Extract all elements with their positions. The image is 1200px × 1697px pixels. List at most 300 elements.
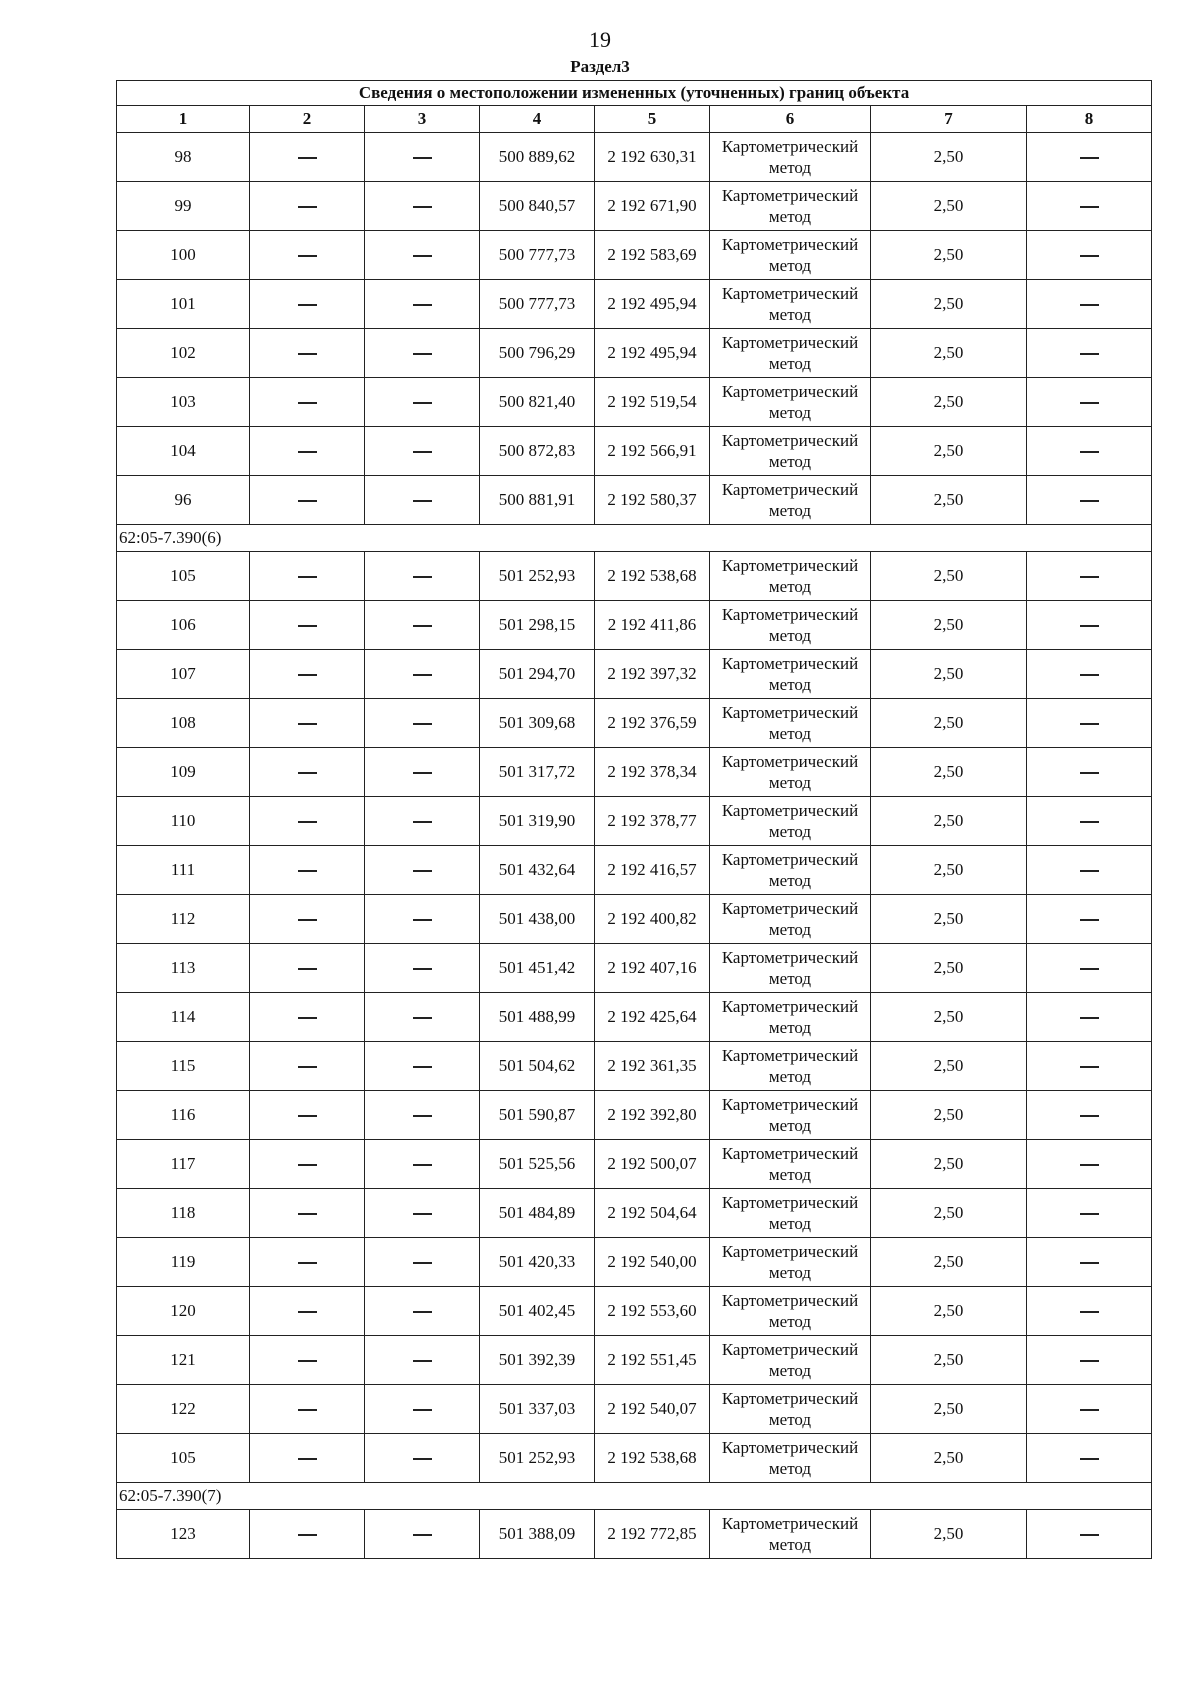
dash-mark [1080, 1115, 1099, 1116]
table-cell: Картометрический метод [710, 895, 871, 944]
dash-mark [1080, 821, 1099, 822]
table-row [117, 1287, 1152, 1336]
column-header: 5 [595, 106, 710, 133]
table-cell: Картометрический метод [710, 231, 871, 280]
table-cell: 2,50 [871, 1091, 1027, 1140]
empty-dash-cell [250, 427, 365, 476]
empty-dash-cell [250, 1189, 365, 1238]
dash-mark [298, 1164, 317, 1165]
table-cell: 122 [117, 1385, 250, 1434]
table-cell: 98 [117, 133, 250, 182]
dash-mark [1080, 1213, 1099, 1214]
dash-mark [413, 1066, 432, 1067]
empty-dash-cell [365, 476, 480, 525]
table-cell: 2 192 519,54 [595, 378, 710, 427]
dash-mark [413, 402, 432, 403]
table-row [117, 552, 1152, 601]
table-cell: 2,50 [871, 797, 1027, 846]
dash-mark [298, 353, 317, 354]
empty-dash-cell [250, 650, 365, 699]
empty-dash-cell [1027, 1042, 1152, 1091]
table-cell: 2,50 [871, 476, 1027, 525]
table-cell: 500 777,73 [480, 280, 595, 329]
table-cell: Картометрический метод [710, 329, 871, 378]
empty-dash-cell [1027, 1091, 1152, 1140]
table-cell: 106 [117, 601, 250, 650]
table-cell: 501 488,99 [480, 993, 595, 1042]
empty-dash-cell [1027, 993, 1152, 1042]
column-header: 4 [480, 106, 595, 133]
empty-dash-cell [1027, 699, 1152, 748]
table-row [117, 1042, 1152, 1091]
empty-dash-cell [1027, 552, 1152, 601]
table-cell: 501 294,70 [480, 650, 595, 699]
empty-dash-cell [365, 280, 480, 329]
empty-dash-cell [1027, 1189, 1152, 1238]
table-cell: 501 504,62 [480, 1042, 595, 1091]
table-row [117, 1238, 1152, 1287]
table-cell: 120 [117, 1287, 250, 1336]
table-row [117, 1140, 1152, 1189]
group-label: 62:05-7.390(6) [117, 525, 1152, 552]
dash-mark [298, 821, 317, 822]
table-row [117, 944, 1152, 993]
table-cell: 109 [117, 748, 250, 797]
table-cell: Картометрический метод [710, 797, 871, 846]
dash-mark [413, 255, 432, 256]
empty-dash-cell [365, 650, 480, 699]
table-cell: 96 [117, 476, 250, 525]
dash-mark [413, 674, 432, 675]
group-label: 62:05-7.390(7) [117, 1483, 1152, 1510]
table-cell: 114 [117, 993, 250, 1042]
dash-mark [413, 870, 432, 871]
table-cell: 2,50 [871, 944, 1027, 993]
dash-mark [1080, 1409, 1099, 1410]
table-cell: 2 192 378,77 [595, 797, 710, 846]
table-row [117, 650, 1152, 699]
dash-mark [1080, 206, 1099, 207]
table-cell: Картометрический метод [710, 993, 871, 1042]
table-cell: 2,50 [871, 993, 1027, 1042]
table-cell: 501 420,33 [480, 1238, 595, 1287]
column-header: 6 [710, 106, 871, 133]
dash-mark [298, 723, 317, 724]
table-cell: 501 525,56 [480, 1140, 595, 1189]
table-cell: 500 872,83 [480, 427, 595, 476]
table-cell: 115 [117, 1042, 250, 1091]
table-cell: 2,50 [871, 133, 1027, 182]
table-cell: 121 [117, 1336, 250, 1385]
empty-dash-cell [1027, 1238, 1152, 1287]
table-cell: Картометрический метод [710, 427, 871, 476]
empty-dash-cell [250, 699, 365, 748]
table-cell: Картометрический метод [710, 699, 871, 748]
dash-mark [413, 353, 432, 354]
empty-dash-cell [365, 1042, 480, 1091]
table-cell: 2 192 538,68 [595, 552, 710, 601]
dash-mark [298, 500, 317, 501]
table-cell: 501 337,03 [480, 1385, 595, 1434]
table-cell: 2 192 378,34 [595, 748, 710, 797]
table-row [117, 231, 1152, 280]
table-cell: Картометрический метод [710, 748, 871, 797]
dash-mark [413, 1115, 432, 1116]
table-row [117, 846, 1152, 895]
dash-mark [1080, 1458, 1099, 1459]
empty-dash-cell [365, 1287, 480, 1336]
dash-mark [298, 870, 317, 871]
table-cell: Картометрический метод [710, 378, 871, 427]
empty-dash-cell [365, 1091, 480, 1140]
empty-dash-cell [365, 427, 480, 476]
table-row [117, 329, 1152, 378]
empty-dash-cell [365, 1336, 480, 1385]
empty-dash-cell [365, 699, 480, 748]
empty-dash-cell [250, 280, 365, 329]
dash-mark [298, 1115, 317, 1116]
table-cell: 2,50 [871, 895, 1027, 944]
table-cell: 2,50 [871, 1287, 1027, 1336]
table-cell: 2,50 [871, 748, 1027, 797]
table-cell: 2 192 583,69 [595, 231, 710, 280]
dash-mark [413, 772, 432, 773]
table-cell: 501 402,45 [480, 1287, 595, 1336]
dash-mark [298, 1458, 317, 1459]
empty-dash-cell [365, 1189, 480, 1238]
empty-dash-cell [365, 748, 480, 797]
table-cell: 2,50 [871, 182, 1027, 231]
empty-dash-cell [365, 133, 480, 182]
empty-dash-cell [1027, 476, 1152, 525]
table-cell: 112 [117, 895, 250, 944]
dash-mark [298, 625, 317, 626]
table-cell: 501 438,00 [480, 895, 595, 944]
table-row [117, 1189, 1152, 1238]
dash-mark [298, 1534, 317, 1535]
dash-mark [413, 1213, 432, 1214]
empty-dash-cell [250, 1238, 365, 1287]
empty-dash-cell [250, 1510, 365, 1559]
dash-mark [1080, 255, 1099, 256]
dash-mark [413, 723, 432, 724]
table-cell: 2 192 566,91 [595, 427, 710, 476]
table-cell: 501 451,42 [480, 944, 595, 993]
table-row [117, 895, 1152, 944]
empty-dash-cell [1027, 1140, 1152, 1189]
dash-mark [298, 402, 317, 403]
empty-dash-cell [1027, 846, 1152, 895]
dash-mark [413, 1262, 432, 1263]
page-number: 19 [589, 27, 611, 52]
table-cell: 2 192 553,60 [595, 1287, 710, 1336]
dash-mark [298, 772, 317, 773]
empty-dash-cell [1027, 1434, 1152, 1483]
table-cell: 2 192 495,94 [595, 329, 710, 378]
table-cell: 500 881,91 [480, 476, 595, 525]
dash-mark [413, 206, 432, 207]
table-cell: Картометрический метод [710, 182, 871, 231]
empty-dash-cell [365, 378, 480, 427]
empty-dash-cell [1027, 133, 1152, 182]
table-cell: Картометрический метод [710, 1042, 871, 1091]
dash-mark [298, 1017, 317, 1018]
dash-mark [413, 1409, 432, 1410]
table-row [117, 1510, 1152, 1559]
table-cell: 2 192 407,16 [595, 944, 710, 993]
table-cell: 500 796,29 [480, 329, 595, 378]
table-cell: Картометрический метод [710, 601, 871, 650]
table-cell: 2,50 [871, 1189, 1027, 1238]
table-cell: 501 590,87 [480, 1091, 595, 1140]
table-cell: 2 192 416,57 [595, 846, 710, 895]
table-row [117, 601, 1152, 650]
table-cell: 501 252,93 [480, 1434, 595, 1483]
empty-dash-cell [365, 1434, 480, 1483]
empty-dash-cell [250, 1091, 365, 1140]
empty-dash-cell [250, 993, 365, 1042]
table-cell: Картометрический метод [710, 133, 871, 182]
empty-dash-cell [365, 944, 480, 993]
table-cell: 2 192 361,35 [595, 1042, 710, 1091]
table-cell: 101 [117, 280, 250, 329]
empty-dash-cell [250, 182, 365, 231]
empty-dash-cell [1027, 601, 1152, 650]
table-cell: 2 192 500,07 [595, 1140, 710, 1189]
table-cell: 117 [117, 1140, 250, 1189]
table-cell: 2,50 [871, 1385, 1027, 1434]
dash-mark [298, 1066, 317, 1067]
dash-mark [413, 500, 432, 501]
dash-mark [413, 157, 432, 158]
dash-mark [298, 304, 317, 305]
dash-mark [1080, 919, 1099, 920]
table-cell: 2,50 [871, 1140, 1027, 1189]
dash-mark [1080, 157, 1099, 158]
empty-dash-cell [365, 1385, 480, 1434]
dash-mark [413, 1534, 432, 1535]
table-cell: 500 840,57 [480, 182, 595, 231]
empty-dash-cell [365, 1510, 480, 1559]
dash-mark [1080, 576, 1099, 577]
dash-mark [298, 255, 317, 256]
table-cell: Картометрический метод [710, 846, 871, 895]
table-cell: 2,50 [871, 329, 1027, 378]
empty-dash-cell [1027, 182, 1152, 231]
table-cell: 2 192 411,86 [595, 601, 710, 650]
empty-dash-cell [250, 1140, 365, 1189]
empty-dash-cell [1027, 280, 1152, 329]
table-cell: 2 192 400,82 [595, 895, 710, 944]
table-cell: 2,50 [871, 1336, 1027, 1385]
table-cell: 99 [117, 182, 250, 231]
table-cell: 2 192 397,32 [595, 650, 710, 699]
table-cell: 105 [117, 552, 250, 601]
table-cell: 105 [117, 1434, 250, 1483]
empty-dash-cell [365, 182, 480, 231]
table-row [117, 993, 1152, 1042]
dash-mark [413, 625, 432, 626]
dash-mark [413, 1017, 432, 1018]
table-cell: 2 192 392,80 [595, 1091, 710, 1140]
dash-mark [1080, 723, 1099, 724]
table-cell: Картометрический метод [710, 552, 871, 601]
empty-dash-cell [250, 748, 365, 797]
empty-dash-cell [250, 1336, 365, 1385]
table-cell: 116 [117, 1091, 250, 1140]
table-cell: Картометрический метод [710, 944, 871, 993]
dash-mark [413, 1311, 432, 1312]
dash-mark [298, 1262, 317, 1263]
empty-dash-cell [365, 993, 480, 1042]
dash-mark [1080, 870, 1099, 871]
table-cell: Картометрический метод [710, 1091, 871, 1140]
table-cell: 100 [117, 231, 250, 280]
column-header: 7 [871, 106, 1027, 133]
empty-dash-cell [250, 601, 365, 650]
empty-dash-cell [250, 552, 365, 601]
table-cell: 2 192 540,00 [595, 1238, 710, 1287]
group-row [117, 1483, 1152, 1510]
empty-dash-cell [365, 329, 480, 378]
table-cell: Картометрический метод [710, 650, 871, 699]
table-cell: 2,50 [871, 650, 1027, 699]
table-cell: 123 [117, 1510, 250, 1559]
table-cell: 2 192 671,90 [595, 182, 710, 231]
empty-dash-cell [1027, 650, 1152, 699]
table-row [117, 133, 1152, 182]
dash-mark [1080, 1017, 1099, 1018]
dash-mark [1080, 353, 1099, 354]
table-cell: 500 777,73 [480, 231, 595, 280]
table-cell: 500 889,62 [480, 133, 595, 182]
dash-mark [413, 821, 432, 822]
table-row [117, 1091, 1152, 1140]
column-header: 3 [365, 106, 480, 133]
empty-dash-cell [1027, 895, 1152, 944]
table-row [117, 280, 1152, 329]
dash-mark [1080, 1360, 1099, 1361]
dash-mark [1080, 1262, 1099, 1263]
table-cell: 2 192 580,37 [595, 476, 710, 525]
empty-dash-cell [365, 846, 480, 895]
table-cell: 2 192 495,94 [595, 280, 710, 329]
table-cell: 2 192 540,07 [595, 1385, 710, 1434]
empty-dash-cell [365, 797, 480, 846]
table-row [117, 797, 1152, 846]
empty-dash-cell [1027, 231, 1152, 280]
dash-mark [298, 206, 317, 207]
table-cell: 2,50 [871, 699, 1027, 748]
empty-dash-cell [365, 601, 480, 650]
table-cell: 2,50 [871, 846, 1027, 895]
empty-dash-cell [250, 378, 365, 427]
table-cell: 2 192 376,59 [595, 699, 710, 748]
dash-mark [1080, 1066, 1099, 1067]
dash-mark [413, 919, 432, 920]
table-cell: 2,50 [871, 601, 1027, 650]
table-caption: Сведения о местоположении измененных (уточненных) границ объекта [117, 81, 1152, 106]
table-cell: 104 [117, 427, 250, 476]
empty-dash-cell [1027, 329, 1152, 378]
table-cell: 2,50 [871, 378, 1027, 427]
dash-mark [413, 576, 432, 577]
table-cell: 118 [117, 1189, 250, 1238]
empty-dash-cell [365, 552, 480, 601]
dash-mark [1080, 304, 1099, 305]
table-cell: 2 192 538,68 [595, 1434, 710, 1483]
dash-mark [298, 1360, 317, 1361]
dash-mark [1080, 772, 1099, 773]
table-cell: 2 192 772,85 [595, 1510, 710, 1559]
table-cell: 2 192 504,64 [595, 1189, 710, 1238]
empty-dash-cell [1027, 797, 1152, 846]
empty-dash-cell [1027, 378, 1152, 427]
empty-dash-cell [365, 231, 480, 280]
dash-mark [298, 674, 317, 675]
empty-dash-cell [250, 846, 365, 895]
table-cell: 119 [117, 1238, 250, 1287]
table-cell: 103 [117, 378, 250, 427]
dash-mark [1080, 625, 1099, 626]
table-cell: Картометрический метод [710, 1189, 871, 1238]
empty-dash-cell [365, 1238, 480, 1287]
table-cell: 501 309,68 [480, 699, 595, 748]
empty-dash-cell [250, 1042, 365, 1091]
dash-mark [413, 451, 432, 452]
dash-mark [1080, 500, 1099, 501]
empty-dash-cell [250, 797, 365, 846]
table-cell: Картометрический метод [710, 1510, 871, 1559]
table-cell: 111 [117, 846, 250, 895]
empty-dash-cell [250, 944, 365, 993]
table-row [117, 748, 1152, 797]
empty-dash-cell [250, 133, 365, 182]
dash-mark [413, 1458, 432, 1459]
table-cell: 501 388,09 [480, 1510, 595, 1559]
table-row [117, 182, 1152, 231]
table-cell: Картометрический метод [710, 1385, 871, 1434]
table-cell: Картометрический метод [710, 1140, 871, 1189]
table-cell: Картометрический метод [710, 1336, 871, 1385]
empty-dash-cell [1027, 1287, 1152, 1336]
table-cell: 107 [117, 650, 250, 699]
group-row [117, 525, 1152, 552]
table-row [117, 699, 1152, 748]
table-cell: 2,50 [871, 1510, 1027, 1559]
table-cell: 501 252,93 [480, 552, 595, 601]
dash-mark [298, 451, 317, 452]
table-caption-row [117, 81, 1152, 106]
dash-mark [1080, 968, 1099, 969]
dash-mark [298, 576, 317, 577]
dash-mark [1080, 1534, 1099, 1535]
table-row [117, 427, 1152, 476]
dash-mark [413, 304, 432, 305]
empty-dash-cell [250, 329, 365, 378]
dash-mark [1080, 451, 1099, 452]
section-title: Раздел3 [570, 57, 630, 76]
table-cell: 501 298,15 [480, 601, 595, 650]
empty-dash-cell [1027, 1510, 1152, 1559]
table-cell: 2 192 630,31 [595, 133, 710, 182]
dash-mark [1080, 402, 1099, 403]
table-cell: Картометрический метод [710, 1434, 871, 1483]
table-cell: Картометрический метод [710, 280, 871, 329]
table-cell: Картометрический метод [710, 1238, 871, 1287]
table-cell: 501 317,72 [480, 748, 595, 797]
table-cell: 108 [117, 699, 250, 748]
